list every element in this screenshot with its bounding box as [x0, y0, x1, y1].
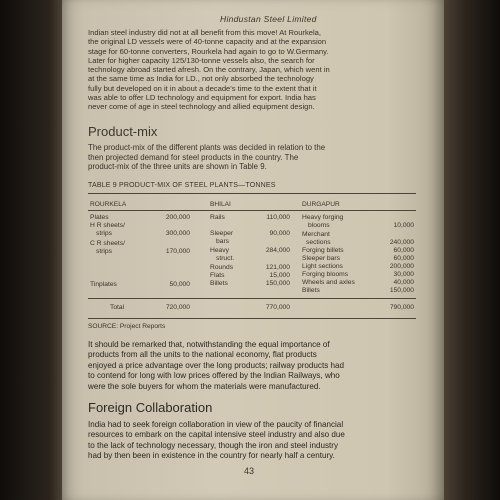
- durgapur-product: Heavy forging blooms: [302, 214, 344, 229]
- rourkela-value: 200,000: [165, 214, 190, 221]
- rourkela-value: 170,000: [165, 248, 190, 255]
- rourkela-product: Tinplates: [90, 281, 117, 288]
- bhilai-product: Rails: [210, 214, 225, 221]
- total-label: Total: [110, 304, 125, 311]
- durgapur-product: Light sections: [302, 263, 343, 270]
- bhilai-value: 15,000: [269, 272, 290, 279]
- durgapur-product: Billets: [302, 287, 320, 294]
- text-line: technology abroad started afresh. On the contrary, Japan, which went in: [88, 65, 330, 75]
- text-line: at the same time as India for LD., not only absorbed the technology: [88, 74, 314, 84]
- rourkela-product: C R sheets/ strips: [90, 240, 125, 255]
- durgapur-product: Forging blooms: [302, 271, 349, 278]
- text-line: stage for 60-tonne converters, Rourkela had again to go to W.Germany.: [88, 46, 329, 56]
- rourkela-value: 300,000: [165, 230, 190, 237]
- text-line: was able to offer LD technology and equipment for export. India has: [88, 93, 316, 103]
- durgapur-total: 790,000: [389, 304, 414, 311]
- table-source: SOURCE: Project Reports: [88, 323, 166, 330]
- durgapur-product: Sleeper bars: [302, 255, 340, 262]
- page-number: 43: [244, 466, 255, 476]
- running-header: Hindustan Steel Limited: [220, 14, 317, 24]
- text-line: enjoyed a price advantage over the long products; railway products had: [88, 360, 345, 370]
- rourkela-total: 720,000: [165, 304, 190, 311]
- text-line: products from all the units to the national economy, flat products: [88, 350, 317, 360]
- text-line: fully but developed on it in about a decade's time to the extent that it: [88, 83, 317, 93]
- column-header-durgapur: DURGAPUR: [302, 201, 340, 208]
- column-header-rourkela: ROURKELA: [90, 201, 127, 208]
- text-line: were the sole buyers for whom the materials were manufactured.: [88, 381, 321, 391]
- bhilai-value: 121,000: [265, 264, 290, 271]
- foreign-collaboration-paragraph: [88, 420, 420, 462]
- durgapur-value: 240,000: [389, 239, 414, 246]
- bhilai-product: Flats: [210, 272, 225, 279]
- product-mix-paragraph: [88, 143, 420, 172]
- rourkela-value: 50,000: [169, 281, 190, 288]
- table-bottom-rule: [88, 318, 416, 319]
- text-line: the original LD vessels were of 40-tonne capacity and at the expansion: [88, 37, 327, 47]
- text-line: product-mix of the three units are shown in Table 9.: [88, 162, 267, 172]
- bhilai-product: Billets: [210, 280, 228, 287]
- bhilai-product: Heavy struct.: [210, 247, 235, 262]
- durgapur-value: 30,000: [393, 271, 414, 278]
- bhilai-value: 284,000: [265, 247, 290, 254]
- bhilai-product: Sleeper bars: [210, 230, 234, 245]
- text-line: India had to seek foreign collaboration in view of the paucity of financial: [88, 420, 344, 429]
- table-top-rule: [88, 193, 416, 194]
- text-line: The product-mix of the different plants was decided in relation to the: [88, 143, 326, 152]
- text-line: resources to embark on the capital intensive steel industry and also due: [88, 430, 345, 440]
- background-right: [444, 0, 500, 500]
- bhilai-product: Rounds: [210, 264, 234, 271]
- text-line: to the lack of technology necessary, though the iron and steel industry: [88, 440, 339, 450]
- durgapur-value: 40,000: [393, 279, 414, 286]
- bhilai-value: 110,000: [266, 214, 290, 221]
- durgapur-product: Forging billets: [302, 247, 344, 254]
- durgapur-product: Wheels and axles: [302, 279, 355, 286]
- rourkela-product: Plates: [90, 214, 109, 221]
- text-line: It should be remarked that, notwithstanding the equal importance of: [88, 340, 330, 349]
- section-heading-foreign-collaboration: Foreign Collaboration: [88, 400, 213, 415]
- rourkela-product: H R sheets/ strips: [90, 222, 125, 237]
- durgapur-value: 200,000: [389, 263, 414, 270]
- intro-paragraph: [88, 28, 420, 112]
- text-line: Indian steel industry did not at all benefit from this move! At Rourkela,: [88, 28, 321, 37]
- section-heading-product-mix: Product-mix: [88, 124, 158, 139]
- column-header-bhilai: BHILAI: [210, 201, 231, 208]
- durgapur-product: Merchant sections: [302, 231, 331, 246]
- table-header-rule: [88, 210, 416, 211]
- bhilai-value: 150,000: [265, 280, 290, 287]
- text-line: Later for higher capacity 125/130-tonne vessels also, the search for: [88, 55, 315, 65]
- text-line: never come of age in steel technology and allied equipment design.: [88, 102, 315, 112]
- text-line: to contend for long with low prices offered by the Indian Railways, who: [88, 371, 340, 381]
- background-left: [0, 0, 62, 500]
- remark-paragraph: [88, 340, 420, 392]
- durgapur-value: 60,000: [393, 247, 414, 254]
- durgapur-value: 10,000: [393, 222, 414, 229]
- durgapur-value: 60,000: [393, 255, 414, 262]
- table-total-rule: [88, 298, 416, 299]
- bhilai-total: 770,000: [265, 304, 290, 311]
- table-caption: TABLE 9 PRODUCT-MIX OF STEEL PLANTS—TONNES: [88, 182, 276, 189]
- durgapur-value: 150,000: [389, 287, 414, 294]
- book-page: [62, 0, 444, 500]
- bhilai-value: 90,000: [269, 230, 290, 237]
- text-line: then projected demand for steel products in the country. The: [88, 152, 299, 162]
- text-line: had by then been in existence in the country for nearly half a century.: [88, 451, 335, 461]
